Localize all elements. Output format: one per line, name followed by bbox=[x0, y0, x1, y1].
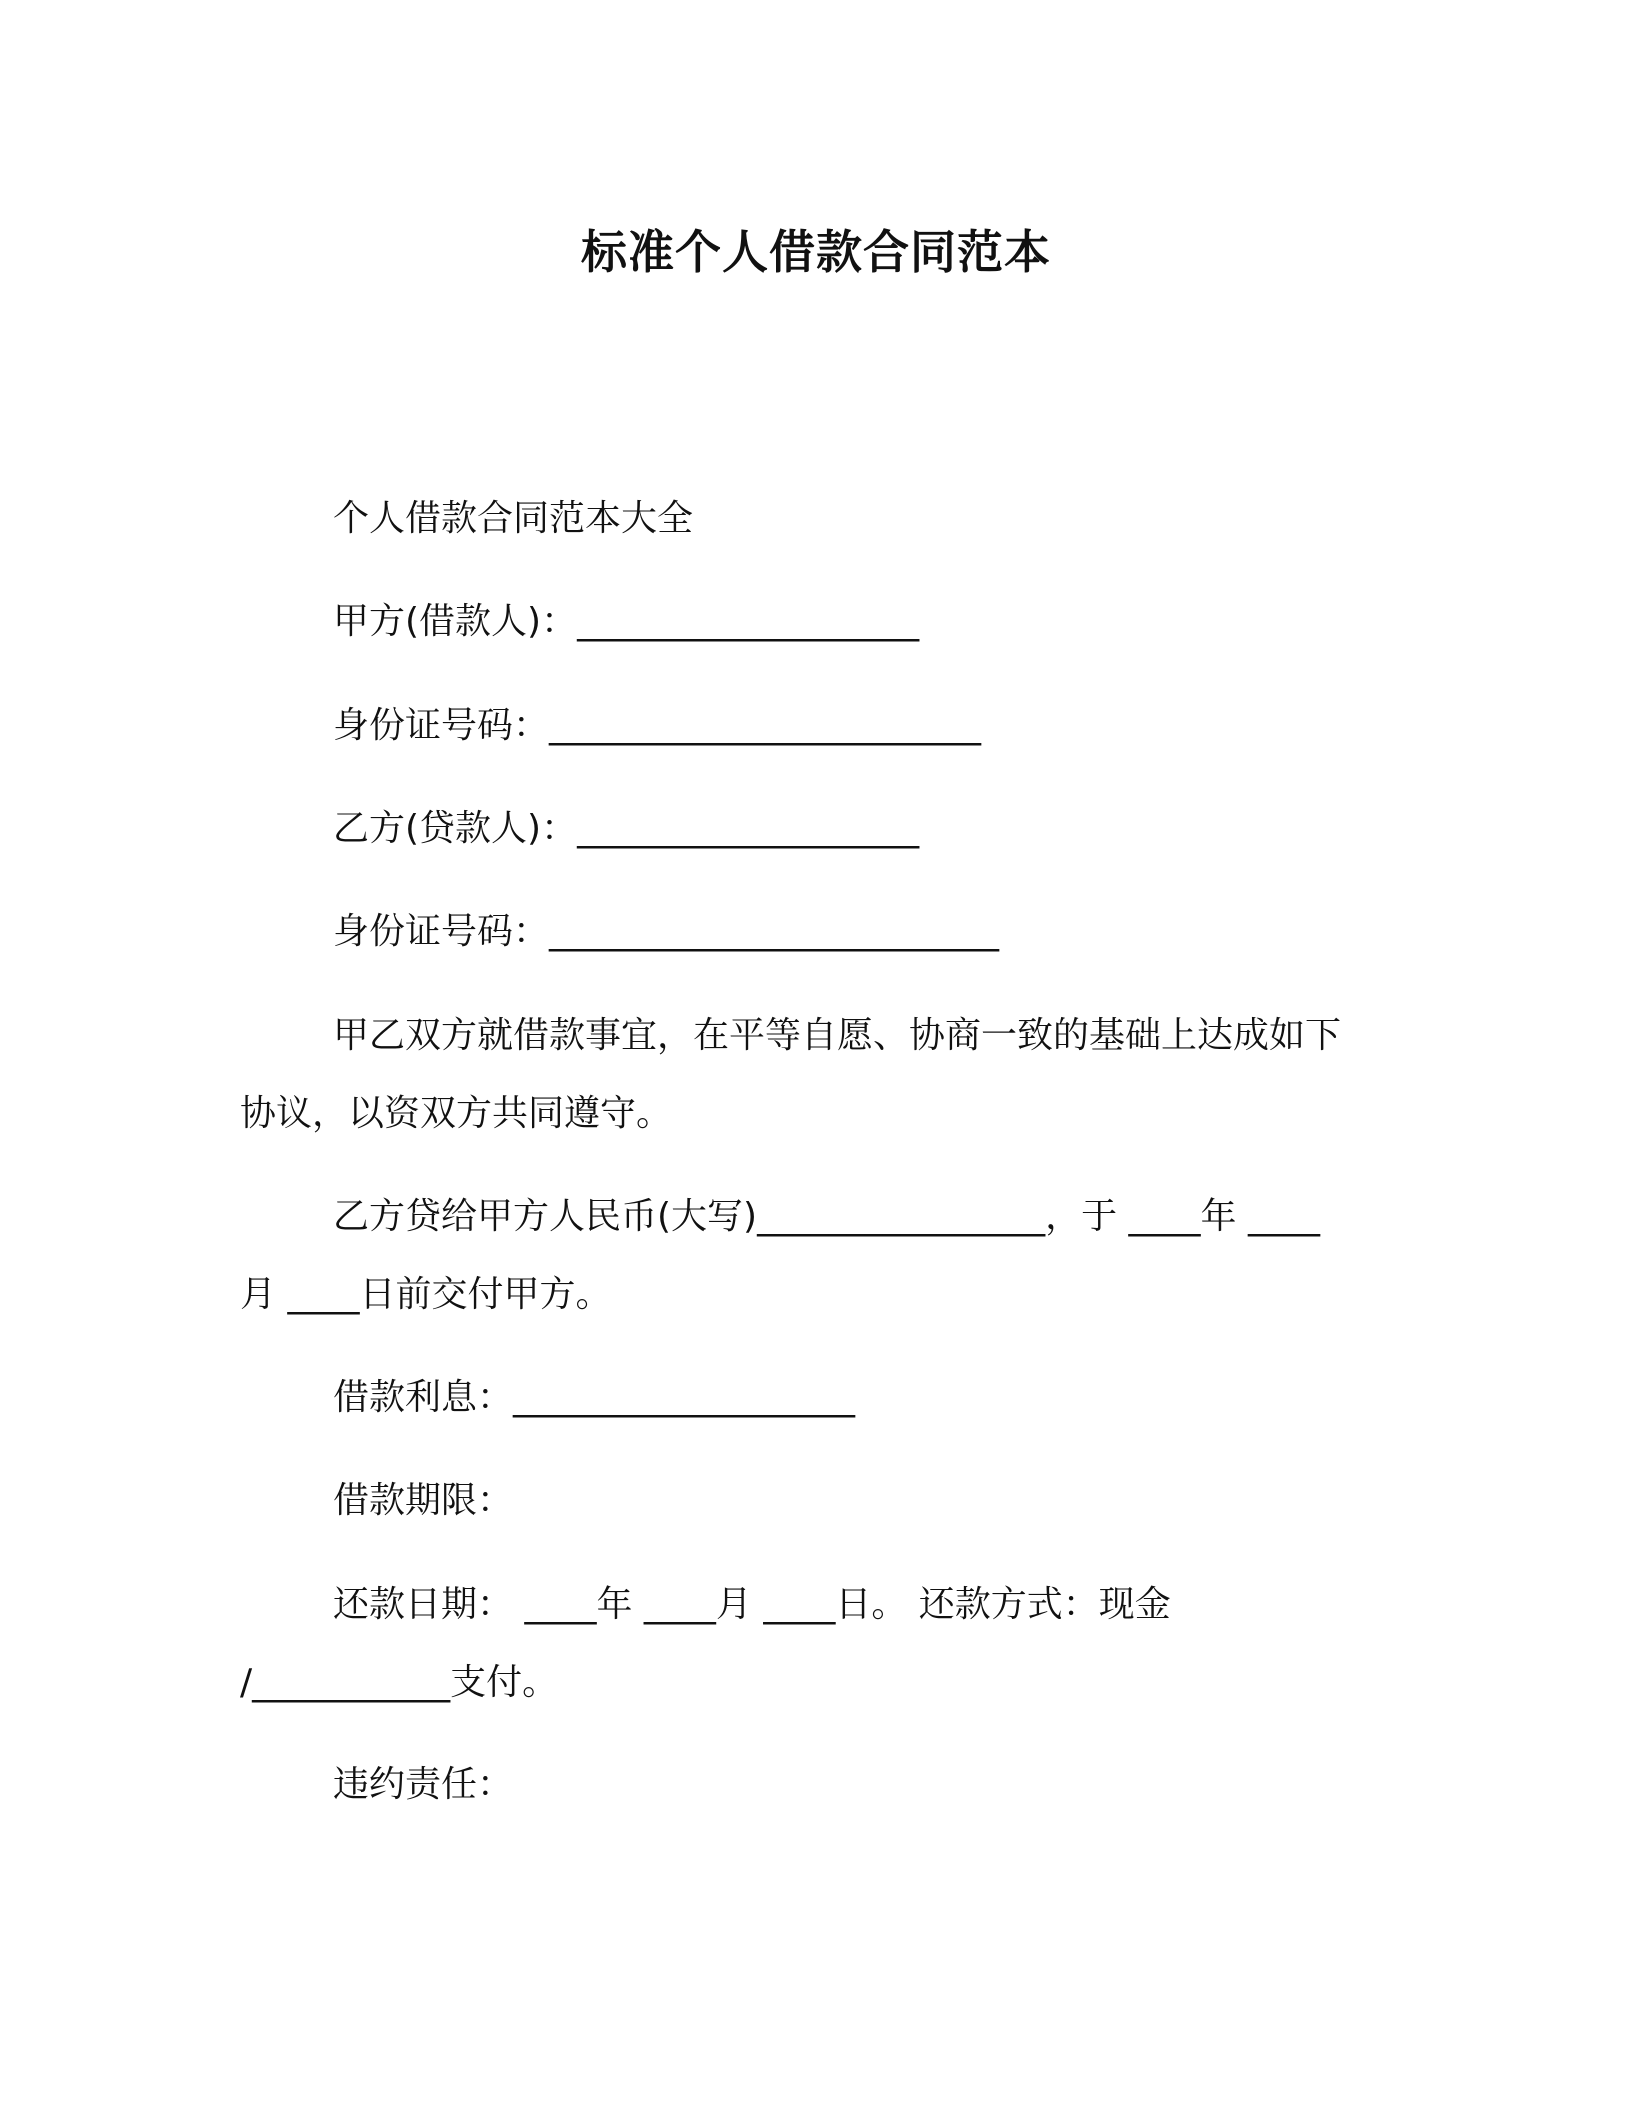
interest-line: 借款利息：___________________ bbox=[333, 1377, 856, 1418]
party-b-id-line: 身份证号码：_________________________ bbox=[333, 911, 1000, 952]
repayment-line-1: 还款日期： ____年 ____月 ____日。 还款方式：现金 bbox=[333, 1584, 1171, 1625]
loan-amount-line-1: 乙方贷给甲方人民币(大写)________________，于 ____年 ____ bbox=[333, 1196, 1320, 1237]
agreement-paragraph-line-1: 甲乙双方就借款事宜，在平等自愿、协商一致的基础上达成如下 bbox=[333, 1015, 1342, 1056]
party-b-line: 乙方(贷款人)：___________________ bbox=[333, 808, 920, 849]
document-title: 标准个人借款合同范本 bbox=[581, 225, 1051, 279]
repayment-line-2: /___________支付。 bbox=[240, 1662, 559, 1703]
loan-amount-line-2: 月 ____日前交付甲方。 bbox=[240, 1274, 612, 1315]
document-subtitle: 个人借款合同范本大全 bbox=[333, 498, 694, 539]
breach-line: 违约责任： bbox=[333, 1764, 514, 1805]
party-a-line: 甲方(借款人)：___________________ bbox=[333, 601, 920, 642]
party-a-id-line: 身份证号码：________________________ bbox=[333, 705, 982, 746]
agreement-paragraph-line-2: 协议，以资双方共同遵守。 bbox=[240, 1093, 673, 1134]
term-line: 借款期限： bbox=[333, 1480, 514, 1521]
